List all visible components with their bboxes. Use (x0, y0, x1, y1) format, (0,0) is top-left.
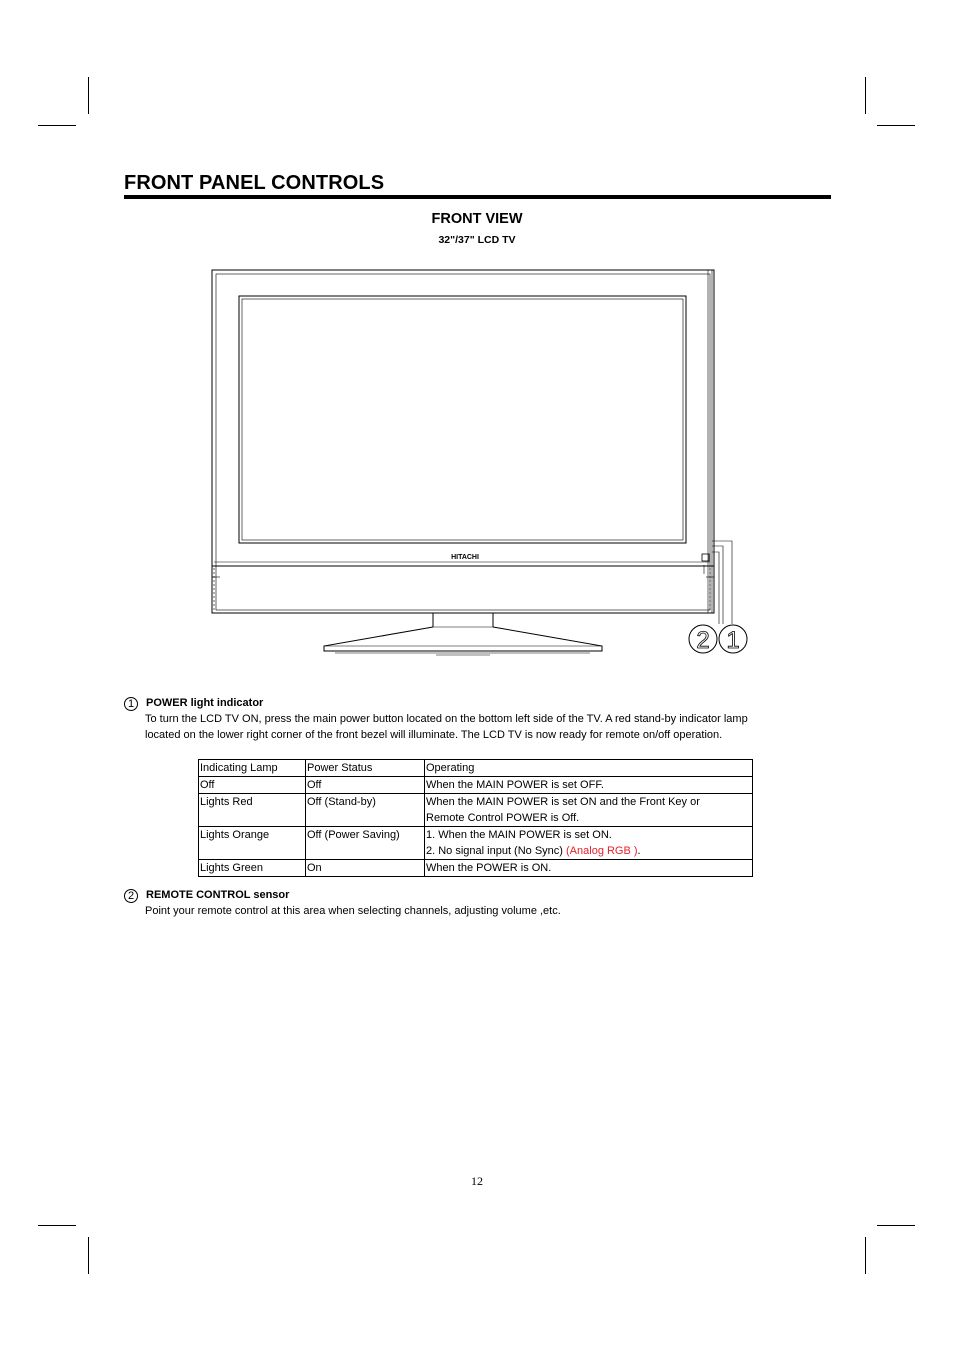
table-header: Power Status (306, 760, 425, 777)
table-header-row (199, 760, 753, 777)
section2-text: Point your remote control at this area when selecting channels, adjusting volume ,etc. (145, 905, 561, 917)
section2-heading: REMOTE CONTROL sensor (146, 889, 290, 901)
page-number: 12 (471, 1174, 483, 1188)
operating-line: 1. When the MAIN POWER is set ON. (426, 829, 612, 841)
model-label: 32"/37" LCD TV (438, 234, 516, 246)
brand-label: HITACHI (451, 554, 479, 561)
table-cell-status: Off (306, 777, 425, 794)
operating-text: 2. No signal input (No Sync) (426, 845, 567, 857)
section1-line2: located on the lower right corner of the front bezel will illuminate. The LCD TV is now ready for remote on/off operation. (145, 729, 723, 741)
table-cell-operating: When the POWER is ON. (425, 860, 753, 877)
section1-text (145, 711, 825, 743)
callout-1-label: 1 (726, 627, 740, 654)
crop-mark (877, 1225, 915, 1226)
table-cell-lamp: Off (199, 777, 306, 794)
table-cell-operating (425, 827, 753, 860)
table-cell-lamp: Lights Red (199, 794, 306, 827)
crop-mark (865, 1237, 866, 1274)
table-row (199, 827, 753, 860)
operating-text: . (637, 845, 641, 857)
section2-number: 2 (124, 889, 138, 903)
table-cell-operating (425, 794, 753, 827)
crop-mark (88, 77, 89, 114)
crop-mark (877, 125, 915, 126)
section1-number: 1 (124, 697, 138, 711)
indicator-lamp-table (198, 759, 753, 877)
crop-mark (865, 77, 866, 114)
page-title: FRONT PANEL CONTROLS (124, 172, 385, 194)
table-cell-status: Off (Power Saving) (306, 827, 425, 860)
operating-line: Remote Control POWER is Off. (426, 812, 580, 824)
table-cell-lamp: Lights Orange (199, 827, 306, 860)
table-row (199, 860, 753, 877)
table-header: Indicating Lamp (199, 760, 306, 777)
operating-line: When the MAIN POWER is set ON and the Front Key or (426, 796, 700, 808)
table-cell-status: Off (Stand-by) (306, 794, 425, 827)
table-row (199, 777, 753, 794)
table-row (199, 794, 753, 827)
front-view-heading: FRONT VIEW (431, 211, 523, 227)
table-cell-lamp: Lights Green (199, 860, 306, 877)
operating-line (426, 843, 751, 859)
crop-mark (88, 1237, 89, 1274)
crop-mark (38, 125, 76, 126)
section1-line1: To turn the LCD TV ON, press the main power button located on the bottom left side of the TV. A red stand-by indicator lamp (145, 713, 748, 725)
table-cell-status: On (306, 860, 425, 877)
title-rule (124, 195, 831, 199)
analog-rgb-note: (Analog RGB ) (566, 845, 638, 857)
table-cell-operating: When the MAIN POWER is set OFF. (425, 777, 753, 794)
tv-front-view-illustration (200, 262, 760, 662)
table-header: Operating (425, 760, 753, 777)
callout-2-label: 2 (696, 627, 710, 654)
section1-heading: POWER light indicator (146, 697, 264, 709)
crop-mark (38, 1225, 76, 1226)
